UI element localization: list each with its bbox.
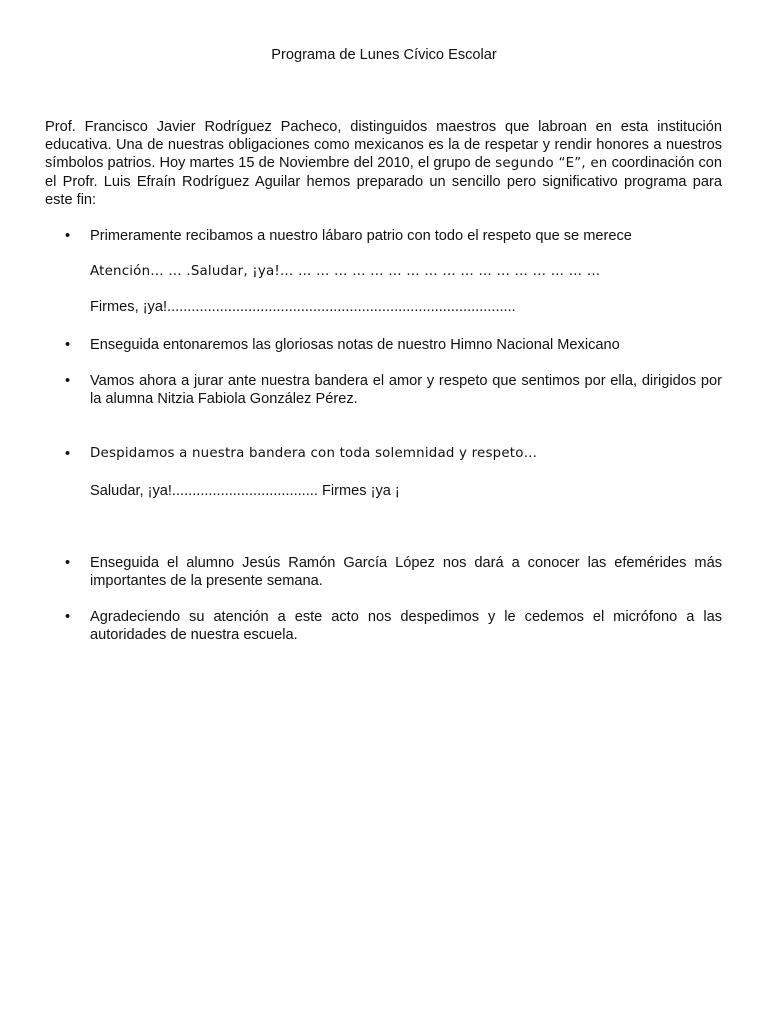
list-item-4-command-1: Saludar, ¡ya!.................................... Firmes ¡ya ¡: [90, 483, 400, 499]
intro-text-part1: Prof. Francisco Javier Rodríguez Pacheco, distinguidos maestros que labroan en esta institución educativa. Una de nuestras obligaciones como mexicanos es la de respetar y rendir honores a nuestros símbolos patrios. Hoy martes 15 de Noviembre del 2010, el grupo de: [45, 119, 722, 171]
intro-paragraph: [45, 118, 722, 209]
list-item-1: [45, 227, 722, 245]
list-item-5-text: Enseguida el alumno Jesús Ramón García López nos dará a conocer las efemérides más importantes de la presente semana.: [90, 555, 722, 589]
bullet-icon: •: [65, 373, 71, 389]
bullet-icon: •: [65, 446, 71, 462]
bullet-icon: •: [65, 337, 71, 353]
list-item-5: [45, 554, 722, 590]
list-item-4-text: Despidamos a nuestra bandera con toda solemnidad y respeto…: [90, 446, 538, 461]
list-item-1-command-2: Firmes, ¡ya!......................................................................................: [90, 299, 516, 315]
list-item-1-command-1: Atención… … .Saludar, ¡ya!… … … … … … … … … … … … … … … … … …: [90, 264, 601, 279]
intro-text-part2: coordinación con el Profr. Luis Efraín Rodríguez Aguilar hemos preparado un sencillo pero significativo programa para este fin:: [45, 155, 722, 208]
bullet-icon: •: [65, 228, 71, 244]
intro-group-name: segundo “E”, en: [495, 156, 608, 171]
list-item-3: [45, 372, 722, 408]
list-item-6-text: Agradeciendo su atención a este acto nos despedimos y le cedemos el micrófono a las autoridades de nuestra escuela.: [90, 609, 722, 643]
list-item-2-text: Enseguida entonaremos las gloriosas notas de nuestro Himno Nacional Mexicano: [90, 337, 620, 353]
list-item-6: [45, 608, 722, 644]
list-item-3-text: Vamos ahora a jurar ante nuestra bandera el amor y respeto que sentimos por ella, dirigidos por la alumna Nitzia Fabiola González Pérez.: [90, 373, 722, 407]
list-item-1-text: Primeramente recibamos a nuestro lábaro patrio con todo el respeto que se merece: [90, 228, 632, 244]
list-item-2: [45, 336, 722, 354]
list-item-4: [45, 445, 722, 463]
bullet-icon: •: [65, 555, 71, 571]
bullet-icon: •: [65, 609, 71, 625]
document-title: Programa de Lunes Cívico Escolar: [271, 47, 497, 63]
